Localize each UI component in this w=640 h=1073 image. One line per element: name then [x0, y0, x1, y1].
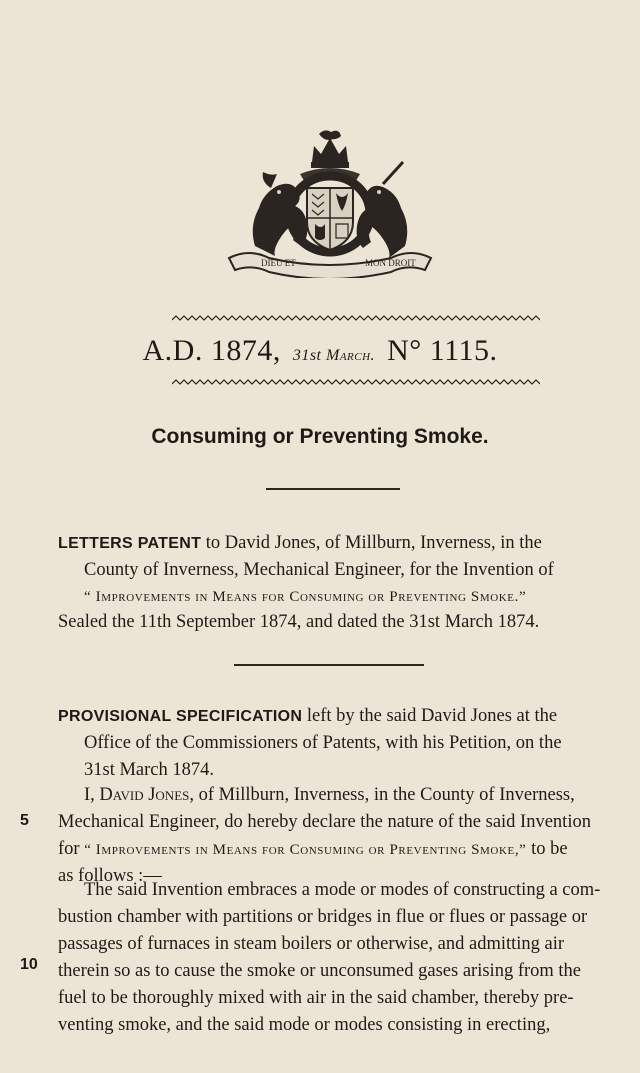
provisional-specification-paragraph: PROVISIONAL SPECIFICATION left by the said David Jones at the Office of the Commissioners of Patents, with his Petition, on the 31st March 1874.	[58, 706, 562, 780]
crest-motto-right: MON DROIT	[365, 258, 416, 268]
line-number-5: 5	[20, 812, 29, 829]
letters-patent-paragraph: LETTERS PATENT to David Jones, of Millburn, Inverness, in the County of Inverness, Mechanical Engineer, for the Invention of “ Improvements in Means for Consuming or Preventing Smoke.”	[58, 530, 614, 611]
wavy-rule-bottom	[172, 378, 540, 386]
royal-coat-of-arms-icon	[215, 128, 445, 278]
invention-title: “ Improvements in Means for Consuming or Preventing Smoke.”	[84, 589, 527, 605]
sealed-statement: Sealed the 11th September 1874, and dated the 31st March 1874.	[58, 612, 540, 632]
patent-year: A.D. 1874,	[142, 334, 281, 367]
declaration-paragraph: I, David Jones, of Millburn, Inverness, in the County of Inverness, Mechanical Engineer, do hereby declare the nature of the said Invention for “ Improvements in Means for Consuming or Preventing Smoke,” to be as follows :—	[58, 785, 591, 886]
patent-subject-title: Consuming or Preventing Smoke.	[151, 425, 489, 448]
body-paragraph: The said Invention embraces a mode or modes of constructing a com- bustion chamber with partitions or bridges in flue or flues or passage or passages of furnaces in steam boilers or otherwise, and admitting air therein so as to cause the smoke or unconsumed gases arising from the fuel to be thoroughly mixed with air in the said chamber, thereby pre- venting smoke, and the said mode or modes consisting in erecting,	[58, 880, 601, 1035]
divider-rule	[266, 488, 400, 490]
wavy-rule-top	[172, 314, 540, 322]
line-number-10: 10	[20, 956, 38, 973]
patent-header	[0, 334, 640, 368]
patent-date: 31st March.	[292, 347, 376, 364]
patent-number: N° 1115.	[387, 334, 498, 367]
crest-motto-left: DIEU ET	[261, 258, 296, 268]
divider-rule	[234, 664, 424, 666]
